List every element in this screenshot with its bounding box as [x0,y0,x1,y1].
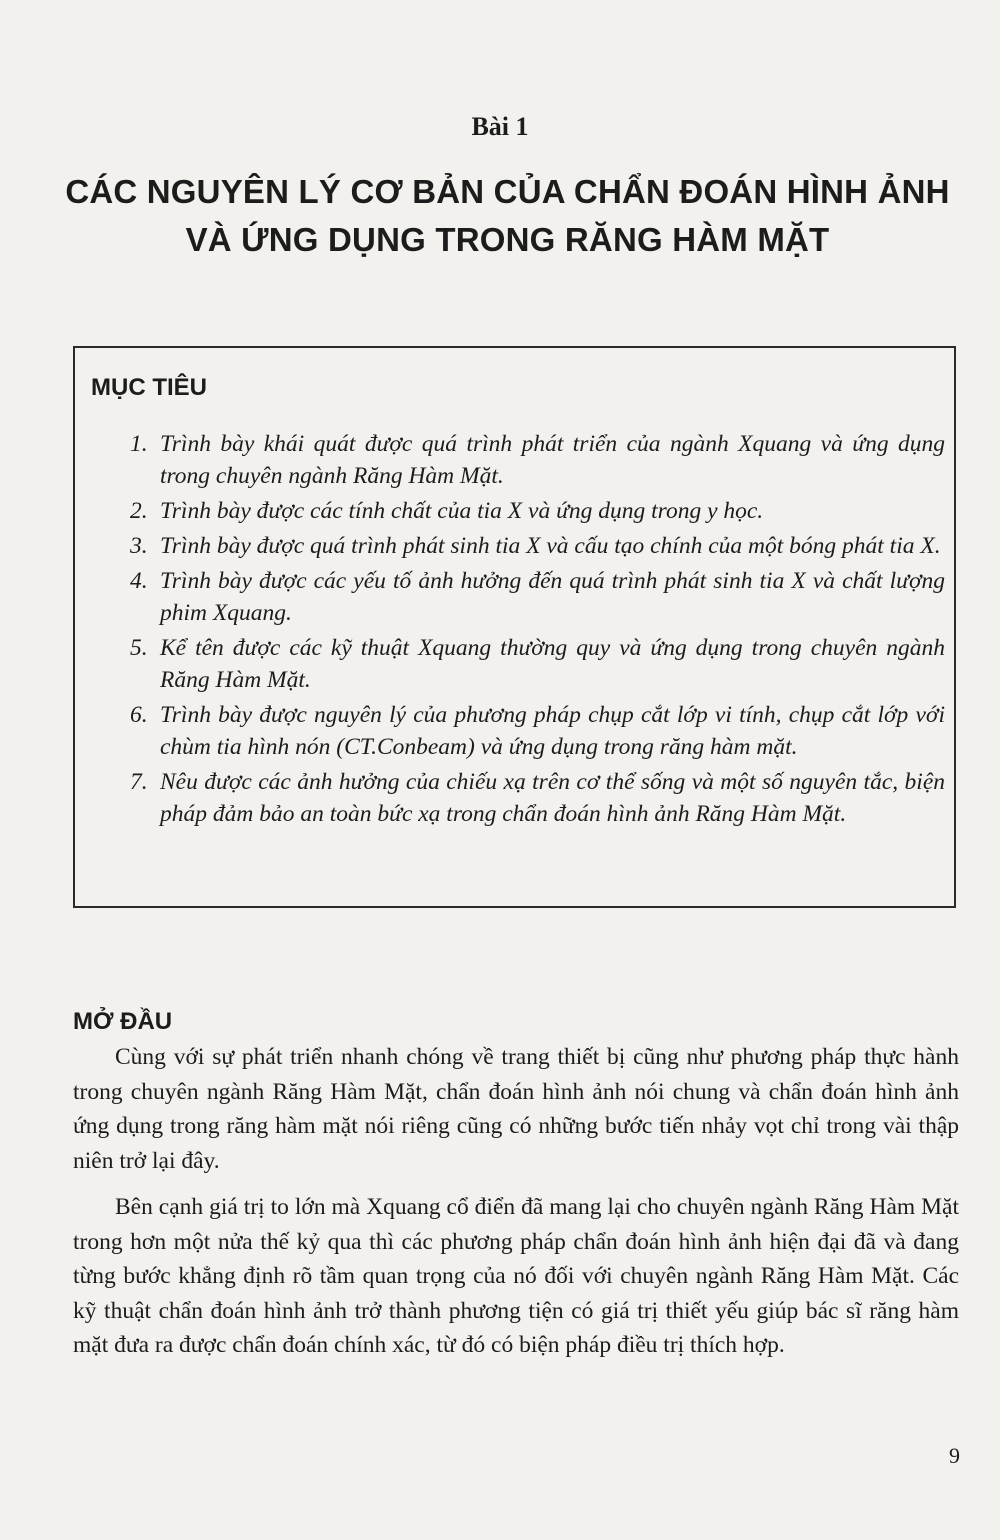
objective-item [130,699,945,763]
intro-heading: MỞ ĐẦU [73,1008,173,1035]
objective-text: Trình bày được các yếu tố ảnh hưởng đến quá trình phát sinh tia X và chất lượng phim Xquang. [160,568,945,626]
objective-text: Trình bày được nguyên lý của phương pháp chụp cắt lớp vi tính, chụp cắt lớp với chùm tia hình nón (CT.Conbeam) và ứng dụng trong răng hàm mặt. [160,702,945,760]
lesson-title-line-2: VÀ ỨNG DỤNG TRONG RĂNG HÀM MẶT [185,221,830,258]
page-number: 9 [949,1443,960,1468]
objective-item [130,565,945,629]
objectives-list [130,428,945,833]
objectives-heading: MỤC TIÊU [91,374,207,401]
objectives-box [73,346,956,908]
objective-number: 5. [130,635,148,661]
intro-paragraph: Bên cạnh giá trị to lớn mà Xquang cổ điển đã mang lại cho chuyên ngành Răng Hàm Mặt trong hơn một nửa thế kỷ qua thì các phương pháp chẩn đoán hình ảnh hiện đại đã và đang từng bước khẳng định rõ tầm quan trọng của nó đối với chuyên ngành Răng Hàm Mặt. Các kỹ thuật chẩn đoán hình ảnh trở thành phương tiện có giá trị thiết yếu giúp bác sĩ răng hàm mặt đưa ra được chẩn đoán chính xác, từ đó có biện pháp điều trị thích hợp. [73,1194,959,1358]
objective-text: Kể tên được các kỹ thuật Xquang thường quy và ứng dụng trong chuyên ngành Răng Hàm Mặt. [160,635,945,693]
objective-number: 3. [130,533,148,559]
objective-item [130,428,945,492]
lesson-title-line-1: CÁC NGUYÊN LÝ CƠ BẢN CỦA CHẨN ĐOÁN HÌNH ẢNH [65,173,950,210]
intro-body [73,1040,959,1375]
objective-number: 6. [130,702,148,728]
objective-number: 4. [130,568,148,594]
objective-number: 2. [130,498,148,524]
objective-item [130,495,945,527]
objective-number: 1. [130,431,148,457]
intro-paragraph: Cùng với sự phát triển nhanh chóng về trang thiết bị cũng như phương pháp thực hành trong chuyên ngành Răng Hàm Mặt, chẩn đoán hình ảnh nói chung và chẩn đoán hình ảnh ứng dụng trong răng hàm mặt nói riêng cũng có những bước tiến nhảy vọt chỉ trong vài thập niên trở lại đây. [73,1044,959,1174]
objective-item [130,632,945,696]
objective-item [130,530,945,562]
lesson-number: Bài 1 [471,112,529,141]
objective-item [130,766,945,830]
objective-text: Trình bày được quá trình phát sinh tia X và cấu tạo chính của một bóng phát tia X. [160,533,941,559]
objective-text: Nêu được các ảnh hưởng của chiếu xạ trên cơ thể sống và một số nguyên tắc, biện pháp đảm bảo an toàn bức xạ trong chẩn đoán hình ảnh Răng Hàm Mặt. [160,769,945,827]
objective-number: 7. [130,769,148,795]
objective-text: Trình bày khái quát được quá trình phát triển của ngành Xquang và ứng dụng trong chuyên ngành Răng Hàm Mặt. [160,431,945,489]
lesson-title [40,168,975,264]
objective-text: Trình bày được các tính chất của tia X và ứng dụng trong y học. [160,498,764,524]
